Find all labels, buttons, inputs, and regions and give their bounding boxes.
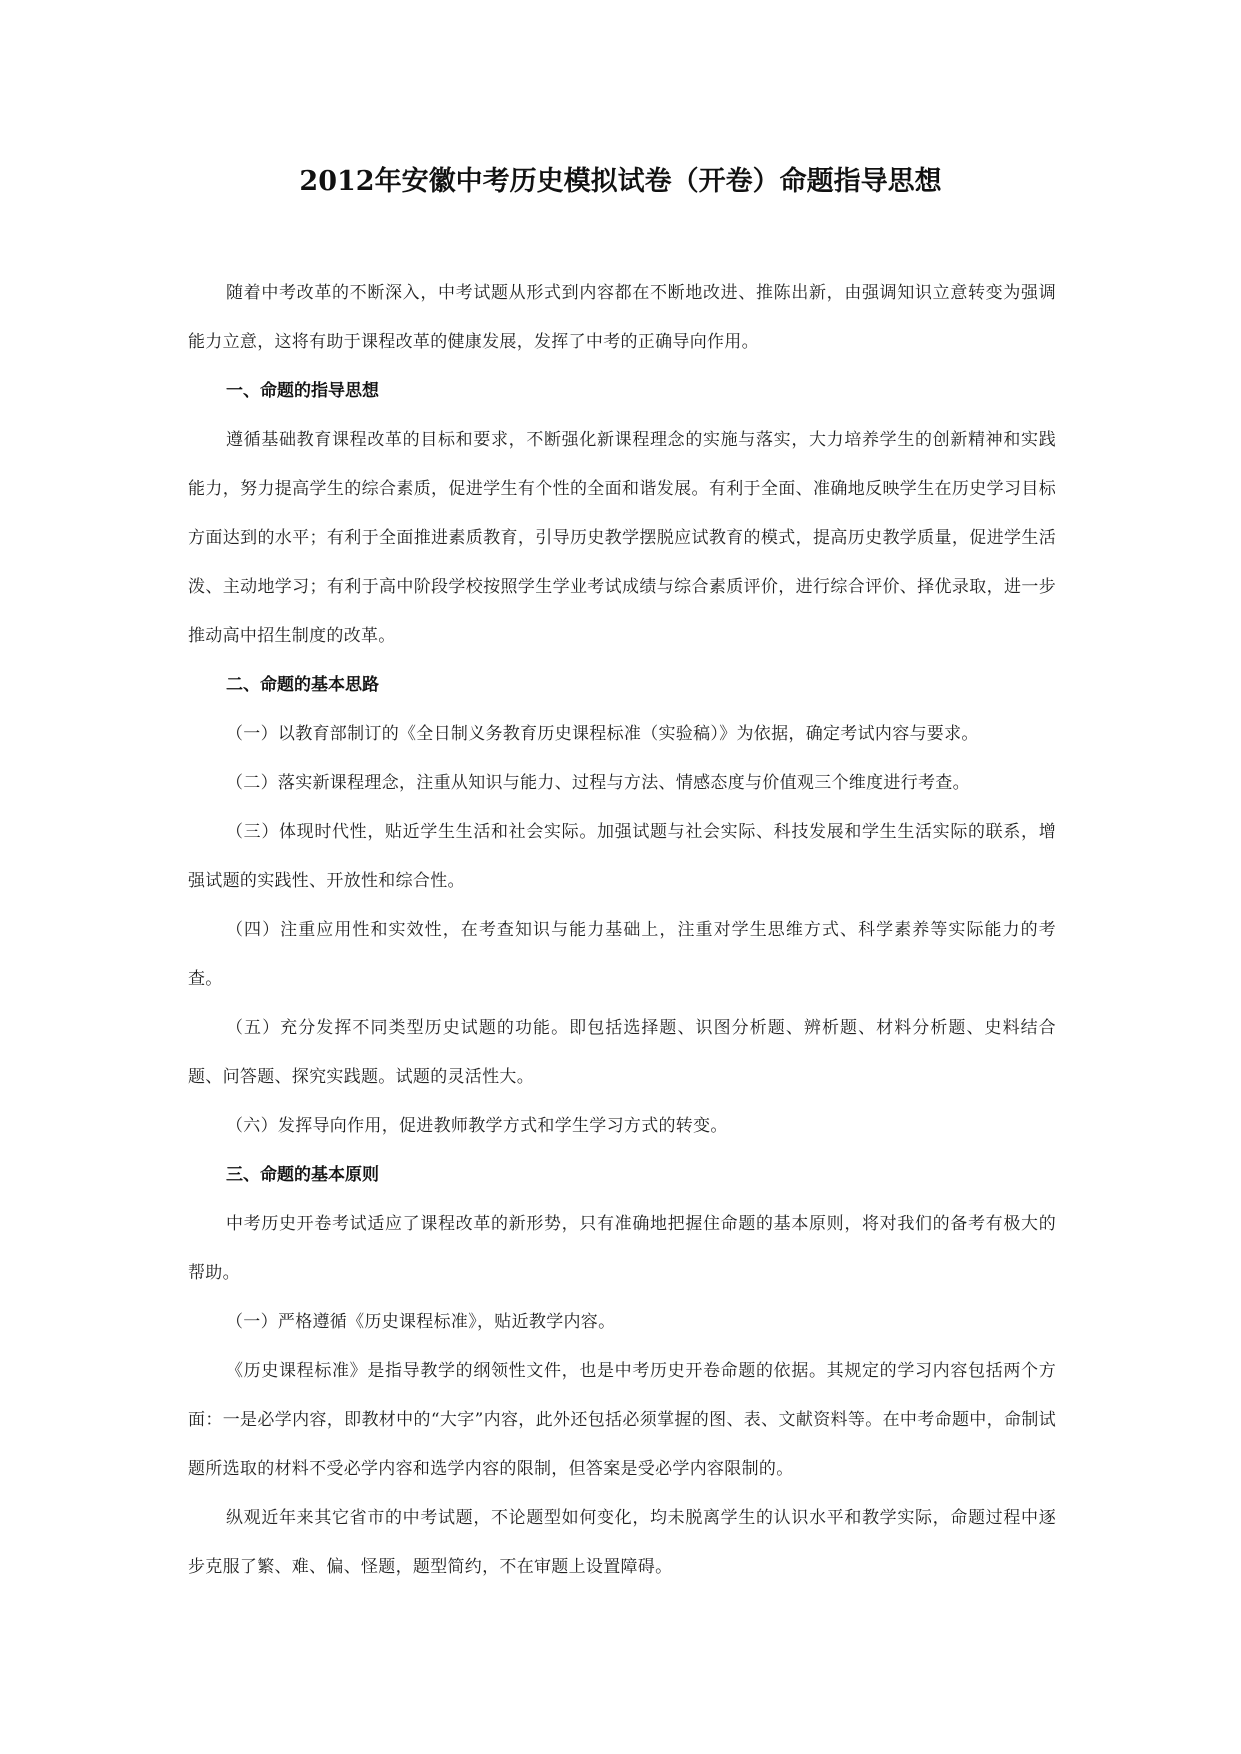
approach-item-3: （三）体现时代性，贴近学生生活和社会实际。加强试题与社会实际、科技发展和学生生活实际的联系，增强试题的实践性、开放性和综合性。 <box>188 822 1056 891</box>
section-heading-guiding-ideas: 一、命题的指导思想 <box>226 381 379 401</box>
guiding-ideas-paragraph: 遵循基础教育课程改革的目标和要求，不断强化新课程理念的实施与落实，大力培养学生的创新精神和实践能力，努力提高学生的综合素质，促进学生有个性的全面和谐发展。有利于全面、准确地反映学生在历史学习目标方面达到的水平；有利于全面推进素质教育，引导历史教学摆脱应试教育的模式，提高历史教学质量，促进学生活泼、主动地学习；有利于高中阶段学校按照学生学业考试成绩与综合素质评价，进行综合评价、择优录取，进一步推动高中招生制度的改革。 <box>188 430 1056 646</box>
section-heading-basic-principles: 三、命题的基本原则 <box>226 1165 379 1185</box>
principles-paragraph-3: 纵观近年来其它省市的中考试题，不论题型如何变化，均未脱离学生的认识水平和教学实际，命题过程中逐步克服了繁、难、偏、怪题，题型简约，不在审题上设置障碍。 <box>188 1508 1056 1577</box>
section-heading-basic-approach: 二、命题的基本思路 <box>226 675 379 695</box>
principles-paragraph-1: 中考历史开卷考试适应了课程改革的新形势，只有准确地把握住命题的基本原则，将对我们的备考有极大的帮助。 <box>188 1214 1056 1283</box>
principles-paragraph-2: 《历史课程标准》是指导教学的纲领性文件，也是中考历史开卷命题的依据。其规定的学习内容包括两个方面：一是必学内容，即教材中的“大字”内容，此外还包括必须掌握的图、表、文献资料等。在中考命题中，命制试题所选取的材料不受必学内容和选学内容的限制，但答案是受必学内容限制的。 <box>188 1361 1056 1479</box>
approach-item-2: （二）落实新课程理念，注重从知识与能力、过程与方法、情感态度与价值观三个维度进行考查。 <box>226 773 970 793</box>
document-body <box>188 269 1056 1592</box>
principles-subitem-1: （一）严格遵循《历史课程标准》，贴近教学内容。 <box>226 1312 616 1332</box>
approach-item-4: （四）注重应用性和实效性，在考查知识与能力基础上，注重对学生思维方式、科学素养等实际能力的考查。 <box>188 920 1056 989</box>
approach-item-5: （五）充分发挥不同类型历史试题的功能。即包括选择题、识图分析题、辨析题、材料分析题、史料结合题、问答题、探究实践题。试题的灵活性大。 <box>188 1018 1056 1087</box>
intro-paragraph: 随着中考改革的不断深入，中考试题从形式到内容都在不断地改进、推陈出新，由强调知识立意转变为强调能力立意，这将有助于课程改革的健康发展，发挥了中考的正确导向作用。 <box>188 283 1056 352</box>
approach-item-6: （六）发挥导向作用，促进教师教学方式和学生学习方式的转变。 <box>226 1116 728 1136</box>
approach-item-1: （一）以教育部制订的《全日制义务教育历史课程标准（实验稿）》为依据，确定考试内容与要求。 <box>226 724 979 744</box>
document-title: 2012年安徽中考历史模拟试卷（开卷）命题指导思想 <box>299 166 942 197</box>
